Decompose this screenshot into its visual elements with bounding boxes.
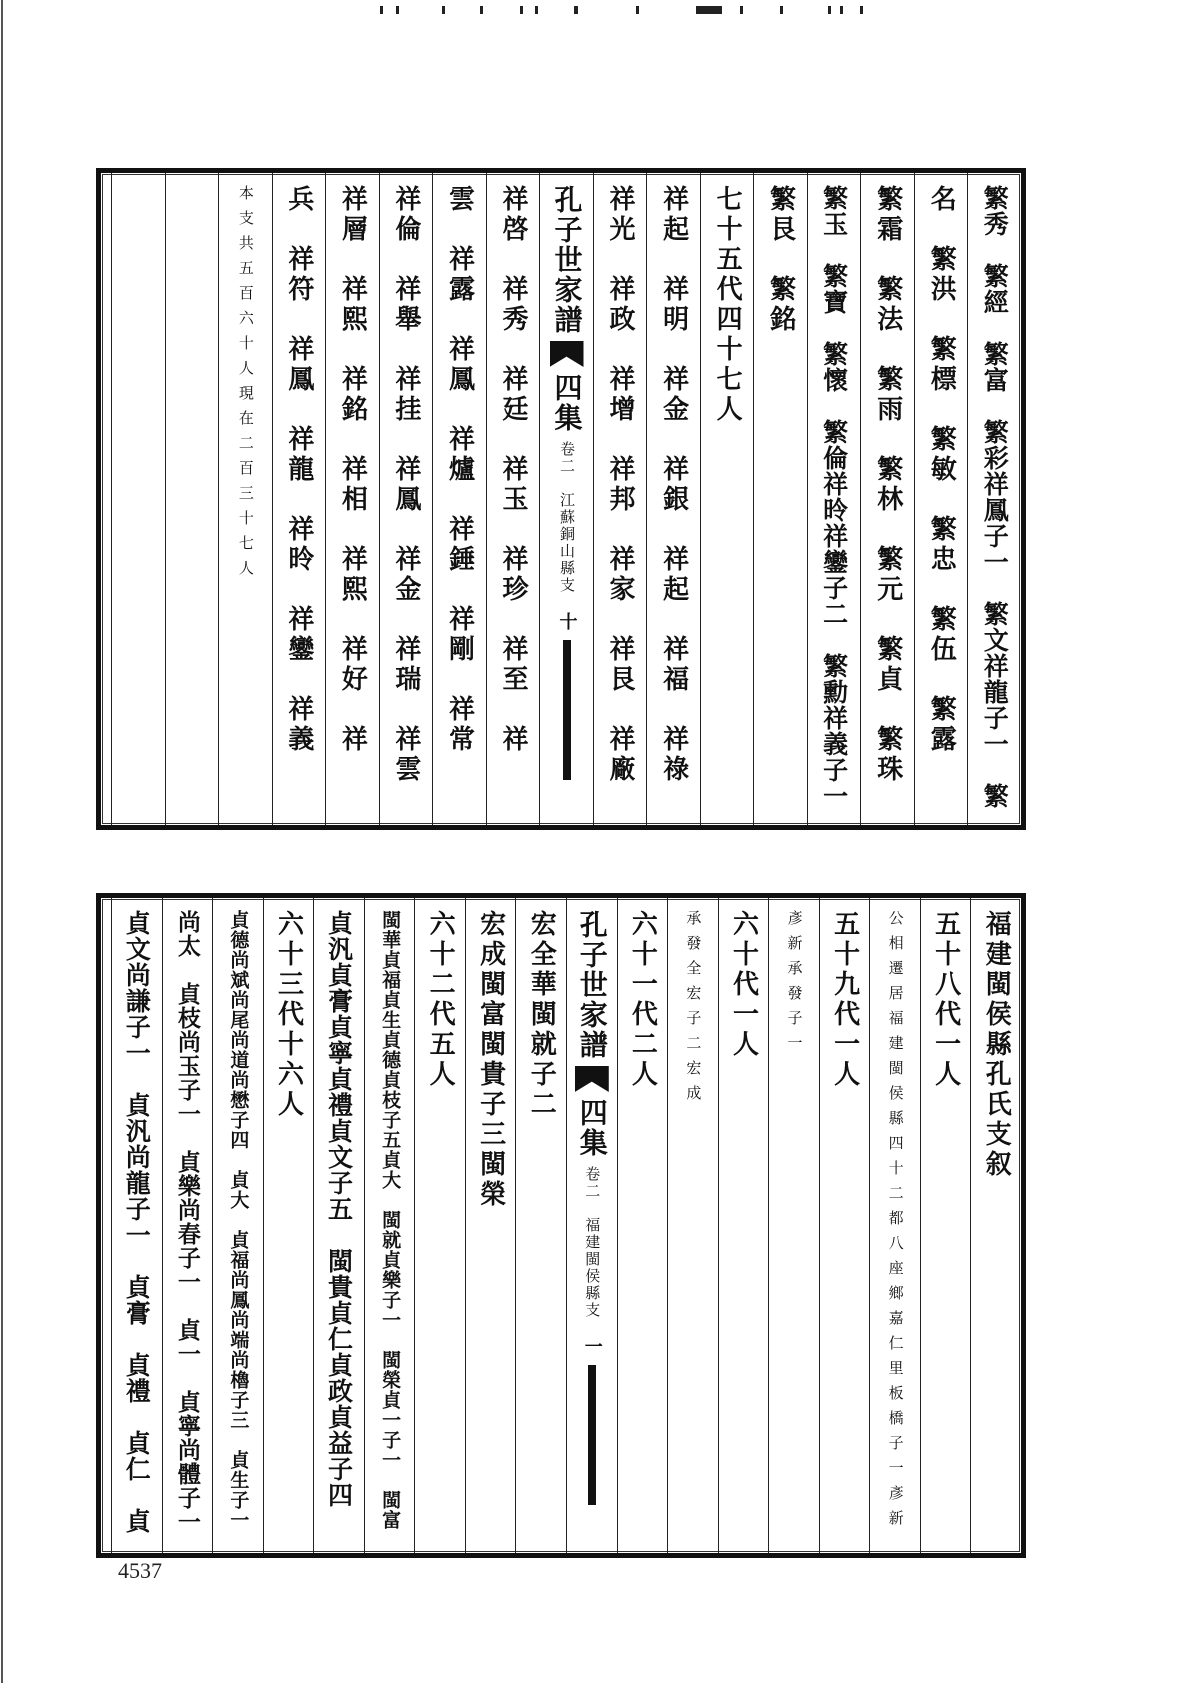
column-text: 兵 祥符 祥鳳 祥龍 祥昤 祥鑾 祥義 xyxy=(283,185,314,755)
book-title: 孔子世家譜 xyxy=(550,185,584,335)
column-text: 繁霜 繁法 繁雨 繁林 繁元 繁貞 繁珠 xyxy=(872,185,903,785)
column-text: 公相遷居福建閩侯縣四十二都八座鄉嘉仁里板橋子一彥新 xyxy=(886,910,905,1535)
column-text: 閩華貞福貞生貞德貞枝子五貞大 閩就貞樂子一 閩榮貞一子一 閩富 xyxy=(379,910,402,1530)
text-column xyxy=(807,173,861,825)
fish-tail-mark xyxy=(550,341,584,367)
page-number: 4537 xyxy=(118,1558,162,1583)
text-column xyxy=(313,898,364,1553)
collection-label: 四集 xyxy=(575,1098,609,1158)
text-column xyxy=(860,173,914,825)
genealogy-page-bottom xyxy=(96,893,1026,1558)
column-text: 雲 祥露 祥鳳 祥爐 祥錘 祥剛 祥常 xyxy=(444,185,475,755)
column-text: 尚太 貞枝尚玉子一 貞樂尚春子一 貞一 貞寧尚體子一 xyxy=(173,910,201,1534)
text-column xyxy=(914,173,968,825)
genealogy-page-top xyxy=(96,168,1026,830)
text-column xyxy=(162,898,213,1553)
text-column xyxy=(646,173,700,825)
book-title: 孔子世家譜 xyxy=(575,910,609,1060)
text-column xyxy=(700,173,754,825)
column-text: 繁玉 繁寶 繁懷 繁倫祥昤祥鑾子二 繁勳祥義子一 xyxy=(819,185,849,809)
text-column xyxy=(379,173,433,825)
text-column xyxy=(967,173,1021,825)
column-text: 祥倫 祥舉 祥挂 祥鳳 祥金 祥瑞 祥雲 xyxy=(390,185,421,785)
text-column xyxy=(768,898,819,1553)
text-column xyxy=(414,898,465,1553)
column-text: 六十一代二人 xyxy=(627,910,658,1090)
column-text: 六十三代十六人 xyxy=(273,910,304,1120)
text-column xyxy=(364,898,415,1553)
column-text: 繁秀 繁經 繁富 繁彩祥鳳子一 繁文祥龍子一 繁 xyxy=(980,185,1010,809)
text-column xyxy=(718,898,769,1553)
top-scan-marks xyxy=(360,6,920,16)
column-text: 福建閩侯縣孔氏支叙 xyxy=(981,910,1012,1180)
text-column xyxy=(111,898,162,1553)
text-column xyxy=(486,173,540,825)
column-text: 宏全華閩就子二 xyxy=(526,910,557,1120)
column-text: 貞德尚斌尚尾尚道尚懋子四 貞大 貞福尚鳳尚端尚櫓子三 貞生子一 xyxy=(227,910,250,1530)
column-text: 祥起 祥明 祥金 祥銀 祥起 祥福 祥祿 xyxy=(658,185,689,785)
column-text: 祥光 祥政 祥增 祥邦 祥家 祥艮 祥廠 xyxy=(605,185,636,785)
text-column xyxy=(263,898,314,1553)
text-column xyxy=(432,173,486,825)
section-label: 卷二 福建閩侯縣支 xyxy=(583,1166,602,1319)
scan-left-edge xyxy=(1,0,3,1683)
center-title-column xyxy=(539,173,593,825)
column-text: 五十八代一人 xyxy=(930,910,961,1090)
column-text: 彥新承發子一 xyxy=(785,910,804,1060)
text-column xyxy=(515,898,566,1553)
leaf-number: 一 xyxy=(581,1337,603,1359)
center-black-bar xyxy=(563,640,571,780)
text-column xyxy=(667,898,718,1553)
column-text: 宏成閩富閩貴子三閩榮 xyxy=(475,910,506,1210)
text-column xyxy=(753,173,807,825)
text-column xyxy=(819,898,870,1553)
column-text: 本支共五百六十人現在二百三十七人 xyxy=(236,185,255,585)
section-label: 卷二 江蘇銅山縣支 xyxy=(558,441,576,594)
leaf-number: 十 xyxy=(556,612,578,634)
text-column xyxy=(617,898,668,1553)
text-column xyxy=(165,173,219,825)
center-black-bar xyxy=(588,1365,596,1505)
text-column xyxy=(920,898,971,1553)
column-text: 貞文尚謙子一 貞汎尚龍子一 貞膏 貞禮 貞仁 貞 xyxy=(122,910,152,1534)
column-text: 貞汎貞膏貞寧貞禮貞文子五 閩貴貞仁貞政貞益子四 xyxy=(324,910,354,1508)
text-column xyxy=(465,898,516,1553)
column-text: 名 繁洪 繁標 繁敏 繁忠 繁伍 繁露 xyxy=(926,185,957,755)
column-text: 繁艮 繁銘 xyxy=(765,185,796,335)
text-column xyxy=(970,898,1021,1553)
fish-tail-mark xyxy=(575,1066,609,1092)
column-text: 七十五代四十七人 xyxy=(712,185,743,425)
text-column xyxy=(593,173,647,825)
center-title-column xyxy=(566,898,617,1553)
collection-label: 四集 xyxy=(550,373,584,433)
text-column xyxy=(325,173,379,825)
text-column xyxy=(212,898,263,1553)
column-text: 六十代一人 xyxy=(728,910,759,1060)
column-text: 祥層 祥熙 祥銘 祥相 祥熙 祥好 祥 xyxy=(337,185,368,755)
column-text: 祥啓 祥秀 祥廷 祥玉 祥珍 祥至 祥 xyxy=(497,185,528,755)
text-column xyxy=(218,173,272,825)
text-column xyxy=(272,173,326,825)
column-text: 六十二代五人 xyxy=(425,910,456,1090)
column-text: 五十九代一人 xyxy=(829,910,860,1090)
text-column xyxy=(869,898,920,1553)
text-column xyxy=(111,173,165,825)
column-text: 承發全宏子二宏成 xyxy=(684,910,703,1110)
